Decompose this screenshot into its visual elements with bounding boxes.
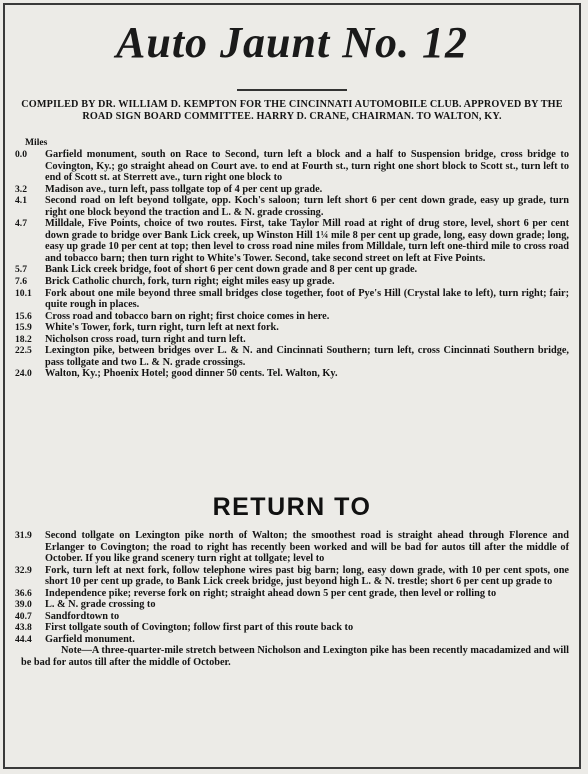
route-text: Nicholson cross road, turn right and turn left. bbox=[45, 333, 246, 345]
mile-marker: 31.9 bbox=[15, 530, 32, 541]
route-entry bbox=[5, 622, 583, 634]
route-entry bbox=[5, 634, 583, 646]
outbound-route-list bbox=[5, 149, 583, 380]
mile-marker: 18.2 bbox=[15, 333, 32, 345]
route-entry bbox=[5, 311, 583, 323]
miles-column-label: Miles bbox=[25, 137, 48, 148]
route-entry bbox=[5, 530, 583, 565]
mile-marker: 40.7 bbox=[15, 610, 32, 622]
route-entry bbox=[5, 264, 583, 276]
route-text: Second tollgate on Lexington pike north of Walton; the smoothest road is straight ahead through Florence and Erlanger to Covington; the road to right has recently been worked and will be bad for autos till after the middle of October. If you like grand scenery turn right at tollgate; level to bbox=[45, 530, 569, 565]
route-entry bbox=[5, 599, 583, 611]
mile-marker: 7.6 bbox=[15, 276, 27, 288]
route-entry bbox=[5, 334, 583, 346]
route-text: Milldale, Five Points, choice of two routes. First, take Taylor Mill road at right of drug store, level, short 6 per cent down grade to bridge over Bank Lick creek, up Winston Hill 1¼ mile 8 per cent up grade, long, easy down grade; long, easy up grade 10 per cent at top; then level to cross road nine miles from Milldale, turn left one-third mile to cross road and tobacco barn; then turn right to White's Tower. Second, take second street on left at Five Points. bbox=[45, 218, 569, 264]
mile-marker: 44.4 bbox=[15, 633, 32, 645]
route-entry bbox=[5, 588, 583, 600]
route-entry bbox=[5, 195, 583, 218]
route-text: Sandfordtown to bbox=[45, 610, 120, 622]
newspaper-clipping bbox=[3, 3, 581, 769]
route-text: Garfield monument. bbox=[45, 633, 135, 645]
route-text: First tollgate south of Covington; follow first part of this route back to bbox=[45, 622, 354, 634]
route-text: Cross road and tobacco barn on right; first choice comes in here. bbox=[45, 310, 330, 322]
mile-marker: 43.8 bbox=[15, 622, 32, 634]
mile-marker: 4.1 bbox=[15, 195, 27, 207]
route-entry bbox=[5, 368, 583, 380]
route-text: Brick Catholic church, fork, turn right; eight miles easy up grade. bbox=[45, 276, 335, 288]
title-divider bbox=[237, 89, 347, 91]
route-text: White's Tower, fork, turn right, turn left at next fork. bbox=[45, 322, 279, 334]
route-entry bbox=[5, 288, 583, 311]
route-entry bbox=[5, 149, 583, 184]
route-entry bbox=[5, 322, 583, 334]
route-note: Note—A three-quarter-mile stretch between Nicholson and Lexington pike has been recently macadamized and will be bad for autos till after the middle of October. bbox=[21, 645, 569, 669]
return-route-list bbox=[5, 530, 583, 669]
route-text: Fork, turn left at next fork, follow telephone wires past big barn; long, easy down grade, with 10 per cent spots, one short 10 per cent up grade, to Bank Lick creek bridge, just beyond high L. & N. trestle; short 6 per cent up grade to bbox=[45, 564, 569, 588]
route-entry bbox=[5, 611, 583, 623]
route-entry bbox=[5, 184, 583, 196]
mile-marker: 15.6 bbox=[15, 310, 32, 322]
mile-marker: 39.0 bbox=[15, 599, 32, 611]
mile-marker: 22.5 bbox=[15, 345, 32, 357]
route-text: Bank Lick creek bridge, foot of short 6 per cent down grade and 8 per cent up grade. bbox=[45, 264, 418, 276]
route-entry bbox=[5, 345, 583, 368]
mile-marker: 32.9 bbox=[15, 564, 32, 576]
route-entry bbox=[5, 565, 583, 588]
route-text: Lexington pike, between bridges over L. & N. and Cincinnati Southern; turn left, cross Cincinnati Southern bridge, pass tollgate and two L. & N. grade crossings. bbox=[45, 345, 569, 368]
mile-marker: 3.2 bbox=[15, 183, 27, 195]
mile-marker: 5.7 bbox=[15, 264, 27, 276]
mile-marker: 36.6 bbox=[15, 587, 32, 599]
mile-marker: 15.9 bbox=[15, 322, 32, 334]
page-title: Auto Jaunt No. 12 bbox=[116, 18, 468, 67]
compiled-by-header: COMPILED BY DR. WILLIAM D. KEMPTON FOR THE CINCINNATI AUTOMOBILE CLUB. APPROVED BY THE ROAD SIGN BOARD COMMITTEE. HARRY D. CRANE, CHAIRMAN. TO WALTON, KY. bbox=[21, 99, 563, 122]
route-text: Fork about one mile beyond three small bridges close together, foot of Pye's Hill (Crystal lake to left), turn right; fair; quite rough in places. bbox=[45, 287, 569, 311]
route-text: Second road on left beyond tollgate, opp. Koch's saloon; turn left short 6 per cent down grade, easy up grade, turn right one block beyond the traction and L. & N. grade crossing. bbox=[45, 195, 569, 218]
route-text: Madison ave., turn left, pass tollgate top of 4 per cent up grade. bbox=[45, 183, 323, 195]
route-text: Garfield monument, south on Race to Second, turn left a block and a half to Suspension bridge, cross bridge to Covington, Ky.; go straight ahead on Court ave. to end at Fourth st., turn right one short block to Scott st., turn left to end of Scott st. at Sterrett ave., turn right one block to bbox=[45, 149, 569, 184]
route-text: Independence pike; reverse fork on right; straight ahead down 5 per cent grade, then level or rolling to bbox=[45, 587, 497, 599]
route-text: L. & N. grade crossing to bbox=[45, 599, 156, 611]
route-text: Walton, Ky.; Phoenix Hotel; good dinner 50 cents. Tel. Walton, Ky. bbox=[45, 368, 338, 380]
route-entry bbox=[5, 276, 583, 288]
mile-marker: 4.7 bbox=[15, 218, 27, 230]
return-heading: RETURN TO bbox=[212, 493, 372, 521]
route-entry bbox=[5, 218, 583, 264]
mile-marker: 10.1 bbox=[15, 287, 32, 299]
mile-marker: 0.0 bbox=[15, 149, 27, 160]
mile-marker: 24.0 bbox=[15, 368, 32, 380]
